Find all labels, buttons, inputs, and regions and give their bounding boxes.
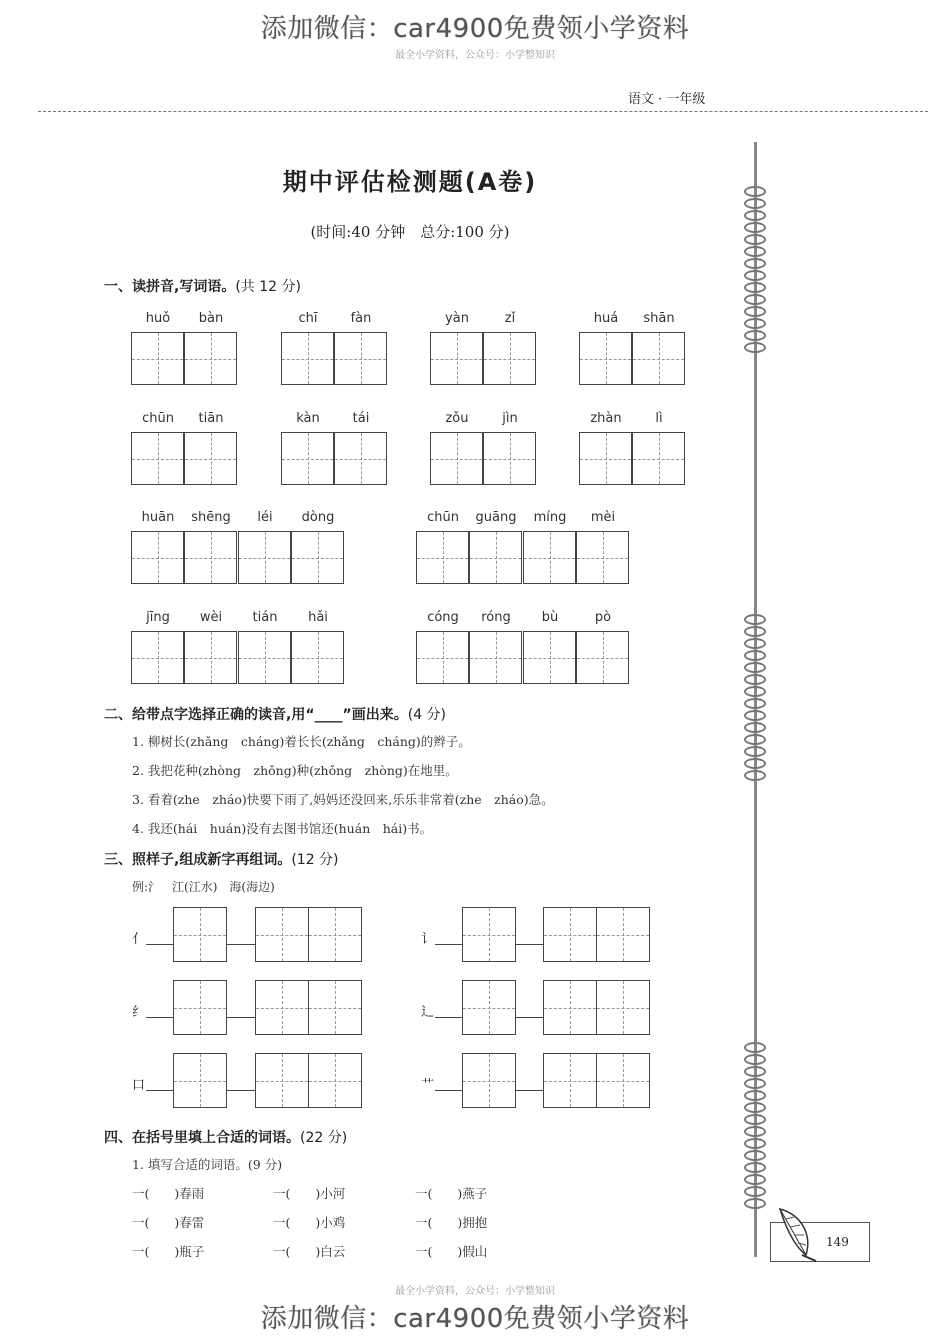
writing-grid-box[interactable] bbox=[576, 631, 629, 684]
writing-grid-box[interactable] bbox=[469, 631, 522, 684]
writing-grid-box[interactable] bbox=[308, 907, 362, 962]
binder-ring bbox=[744, 1078, 766, 1089]
writing-grid-box[interactable] bbox=[462, 907, 516, 962]
binder-ring bbox=[744, 722, 766, 733]
section2-heading bbox=[104, 704, 446, 724]
writing-grid-box[interactable] bbox=[334, 332, 387, 385]
connector-line bbox=[227, 1017, 255, 1018]
writing-grid-box[interactable] bbox=[416, 631, 469, 684]
pinyin: guāng bbox=[475, 510, 517, 525]
writing-grid-box[interactable] bbox=[184, 432, 237, 485]
faint-top-note: 最全小学资料，公众号：小学整知识 bbox=[395, 50, 555, 61]
binder-ring bbox=[744, 770, 766, 781]
binder-ring bbox=[744, 1186, 766, 1197]
question-item: 2. 我把花种(zhòng zhǒng)种(zhǒng zhòng)在地里。 bbox=[132, 763, 458, 778]
writing-grid-box[interactable] bbox=[131, 531, 184, 584]
writing-grid-box[interactable] bbox=[255, 980, 309, 1035]
binder-ring bbox=[744, 650, 766, 661]
writing-grid-box[interactable] bbox=[238, 531, 291, 584]
section4-title: 四、在括号里填上合适的词语。 bbox=[104, 1130, 300, 1146]
section3-heading bbox=[104, 849, 339, 869]
writing-grid-box[interactable] bbox=[173, 907, 227, 962]
pinyin: chūn bbox=[427, 510, 459, 525]
writing-grid-box[interactable] bbox=[334, 432, 387, 485]
binder-ring bbox=[744, 734, 766, 745]
pinyin: zhàn bbox=[590, 411, 622, 426]
writing-grid-box[interactable] bbox=[483, 332, 536, 385]
radical-label: 辶 bbox=[421, 1005, 435, 1020]
quill-icon bbox=[772, 1205, 822, 1265]
writing-grid-box[interactable] bbox=[596, 907, 650, 962]
binder-ring bbox=[744, 1054, 766, 1065]
question-item: 3. 看着(zhe zháo)快要下雨了,妈妈还没回来,乐乐非常着(zhe zháo)急。 bbox=[132, 792, 554, 807]
pinyin: léi bbox=[257, 510, 273, 525]
binder-ring bbox=[744, 1150, 766, 1161]
writing-grid-box[interactable] bbox=[543, 980, 597, 1035]
writing-grid-box[interactable] bbox=[131, 631, 184, 684]
page-number: 149 bbox=[826, 1235, 849, 1249]
writing-grid-box[interactable] bbox=[255, 907, 309, 962]
pinyin: zǒu bbox=[445, 411, 469, 426]
binder-ring bbox=[744, 1090, 766, 1101]
writing-grid-box[interactable] bbox=[173, 1053, 227, 1108]
binder-ring bbox=[744, 710, 766, 721]
binder-ring bbox=[744, 306, 766, 317]
page-title: 期中评估检测题(A卷) bbox=[282, 168, 538, 196]
binder-ring bbox=[744, 662, 766, 673]
pinyin: cóng bbox=[427, 610, 459, 625]
writing-grid-box[interactable] bbox=[291, 631, 344, 684]
fill-blank-item[interactable]: 一( )小河 bbox=[273, 1186, 346, 1201]
binder-ring bbox=[744, 686, 766, 697]
pinyin: tián bbox=[252, 610, 278, 625]
writing-grid-box[interactable] bbox=[523, 531, 576, 584]
question-item: 1. 柳树长(zhǎng cháng)着长长(zhǎng cháng)的辫子。 bbox=[132, 734, 471, 749]
writing-grid-box[interactable] bbox=[131, 332, 184, 385]
pinyin: bù bbox=[541, 610, 559, 625]
section3-points: (12 分) bbox=[291, 852, 339, 868]
ring-group-bottom bbox=[742, 1042, 768, 1210]
fill-blank-item[interactable]: 一( )白云 bbox=[273, 1244, 346, 1259]
pinyin: shān bbox=[643, 311, 675, 326]
connector-line bbox=[516, 944, 543, 945]
binder-ring bbox=[744, 1066, 766, 1077]
writing-grid-box[interactable] bbox=[632, 332, 685, 385]
writing-grid-box[interactable] bbox=[255, 1053, 309, 1108]
writing-grid-box[interactable] bbox=[238, 631, 291, 684]
radical-label: 讠 bbox=[421, 932, 435, 947]
header-divider bbox=[38, 111, 928, 112]
pinyin: jìn bbox=[502, 411, 518, 426]
writing-grid-box[interactable] bbox=[483, 432, 536, 485]
binder-ring bbox=[744, 198, 766, 209]
connector-line bbox=[516, 1090, 543, 1091]
connector-line bbox=[435, 1090, 462, 1091]
section4-heading bbox=[104, 1127, 347, 1147]
question-item: 4. 我还(hái huán)没有去图书馆还(huán hái)书。 bbox=[132, 821, 433, 836]
pinyin: zǐ bbox=[504, 311, 516, 326]
section1-heading bbox=[104, 276, 301, 296]
binder-ring bbox=[744, 1174, 766, 1185]
section2-title: 二、给带点字选择正确的读音,用“____”画出来。 bbox=[104, 707, 408, 723]
section3-title: 三、照样子,组成新字再组词。 bbox=[104, 852, 292, 868]
writing-grid-box[interactable] bbox=[416, 531, 469, 584]
binder-ring bbox=[744, 282, 766, 293]
example-line: 例:氵 江(江水) 海(海边) bbox=[132, 880, 275, 894]
binder-ring bbox=[744, 1198, 766, 1209]
binder-ring bbox=[744, 638, 766, 649]
binder-ring bbox=[744, 330, 766, 341]
section4-points: (22 分) bbox=[300, 1130, 348, 1146]
pinyin: shēng bbox=[191, 510, 231, 525]
pinyin: kàn bbox=[296, 411, 320, 426]
subquestion-label: 1. 填写合适的词语。(9 分) bbox=[132, 1157, 283, 1172]
writing-grid-box[interactable] bbox=[184, 531, 237, 584]
writing-grid-box[interactable] bbox=[291, 531, 344, 584]
connector-line bbox=[435, 1017, 462, 1018]
writing-grid-box[interactable] bbox=[430, 332, 483, 385]
pinyin: jīng bbox=[146, 610, 170, 625]
radical-label: 亻 bbox=[132, 932, 146, 947]
writing-grid-box[interactable] bbox=[184, 631, 237, 684]
binder-ring bbox=[744, 210, 766, 221]
connector-line bbox=[146, 1090, 173, 1091]
fill-blank-item[interactable]: 一( )小鸡 bbox=[273, 1215, 346, 1230]
binder-ring bbox=[744, 1114, 766, 1125]
section1-title: 一、读拼音,写词语。 bbox=[104, 279, 236, 295]
pinyin: róng bbox=[481, 610, 511, 625]
section1-points: (共 12 分) bbox=[235, 279, 301, 295]
connector-line bbox=[435, 944, 462, 945]
writing-grid-box[interactable] bbox=[543, 907, 597, 962]
binder-ring bbox=[744, 246, 766, 257]
writing-grid-box[interactable] bbox=[173, 980, 227, 1035]
writing-grid-box[interactable] bbox=[596, 980, 650, 1035]
pinyin: míng bbox=[533, 510, 567, 525]
pinyin: yàn bbox=[445, 311, 469, 326]
writing-grid-box[interactable] bbox=[281, 432, 334, 485]
binder-ring bbox=[744, 746, 766, 757]
writing-grid-box[interactable] bbox=[576, 531, 629, 584]
writing-grid-box[interactable] bbox=[308, 980, 362, 1035]
ring-group-middle bbox=[742, 614, 768, 782]
pinyin: huān bbox=[141, 510, 175, 525]
binder-ring bbox=[744, 258, 766, 269]
binder-ring bbox=[744, 270, 766, 281]
connector-line bbox=[227, 944, 255, 945]
exam-time-info: (时间:40 分钟 总分:100 分) bbox=[310, 223, 510, 241]
writing-grid-box[interactable] bbox=[596, 1053, 650, 1108]
pinyin: huǒ bbox=[145, 311, 171, 326]
connector-line bbox=[146, 1017, 173, 1018]
writing-grid-box[interactable] bbox=[184, 332, 237, 385]
binder-ring bbox=[744, 674, 766, 685]
faint-bottom-note: 最全小学资料，公众号：小学整知识 bbox=[395, 1286, 555, 1297]
radical-label: 纟 bbox=[132, 1005, 146, 1020]
pinyin: fàn bbox=[350, 311, 372, 326]
writing-grid-box[interactable] bbox=[462, 980, 516, 1035]
fill-blank-item[interactable]: 一( )拥抱 bbox=[415, 1215, 488, 1230]
writing-grid-box[interactable] bbox=[579, 432, 632, 485]
binder-ring bbox=[744, 342, 766, 353]
pinyin: chūn bbox=[142, 411, 174, 426]
binder-ring bbox=[744, 698, 766, 709]
writing-grid-box[interactable] bbox=[430, 432, 483, 485]
pinyin: lì bbox=[655, 411, 663, 426]
binder-ring bbox=[744, 614, 766, 625]
fill-blank-item[interactable]: 一( )瓶子 bbox=[132, 1244, 205, 1259]
pinyin: wèi bbox=[199, 610, 223, 625]
watermark-bottom: 添加微信：car4900免费领小学资料 bbox=[260, 1304, 690, 1334]
binder-ring bbox=[744, 294, 766, 305]
writing-grid-box[interactable] bbox=[523, 631, 576, 684]
subject-label: 语文 · 一年级 bbox=[628, 92, 706, 107]
pinyin: tái bbox=[352, 411, 370, 426]
writing-grid-box[interactable] bbox=[281, 332, 334, 385]
binder-ring bbox=[744, 1162, 766, 1173]
writing-grid-box[interactable] bbox=[579, 332, 632, 385]
pinyin: hǎi bbox=[308, 610, 328, 625]
binder-ring bbox=[744, 1102, 766, 1113]
writing-grid-box[interactable] bbox=[632, 432, 685, 485]
pinyin: huá bbox=[593, 311, 619, 326]
section2-points: (4 分) bbox=[407, 707, 447, 723]
connector-line bbox=[227, 1090, 255, 1091]
fill-blank-item[interactable]: 一( )假山 bbox=[415, 1244, 488, 1259]
connector-line bbox=[516, 1017, 543, 1018]
pinyin: chī bbox=[298, 311, 318, 326]
writing-grid-box[interactable] bbox=[308, 1053, 362, 1108]
pinyin: tiān bbox=[198, 411, 224, 426]
fill-blank-item[interactable]: 一( )春雨 bbox=[132, 1186, 205, 1201]
radical-label: 口 bbox=[132, 1078, 146, 1093]
fill-blank-item[interactable]: 一( )春雷 bbox=[132, 1215, 205, 1230]
binder-ring bbox=[744, 318, 766, 329]
ring-group-top bbox=[742, 186, 768, 354]
binder-ring bbox=[744, 758, 766, 769]
writing-grid-box[interactable] bbox=[131, 432, 184, 485]
watermark-top: 添加微信：car4900免费领小学资料 bbox=[260, 14, 690, 44]
fill-blank-item[interactable]: 一( )燕子 bbox=[415, 1186, 488, 1201]
writing-grid-box[interactable] bbox=[462, 1053, 516, 1108]
binder-ring bbox=[744, 1042, 766, 1053]
pinyin: dòng bbox=[301, 510, 335, 525]
radical-label: 艹 bbox=[421, 1078, 435, 1093]
writing-grid-box[interactable] bbox=[469, 531, 522, 584]
pinyin: bàn bbox=[198, 311, 224, 326]
binder-ring bbox=[744, 1126, 766, 1137]
pinyin: mèi bbox=[590, 510, 616, 525]
connector-line bbox=[146, 944, 173, 945]
pinyin: pò bbox=[594, 610, 612, 625]
binder-ring bbox=[744, 626, 766, 637]
binder-ring bbox=[744, 1138, 766, 1149]
writing-grid-box[interactable] bbox=[543, 1053, 597, 1108]
